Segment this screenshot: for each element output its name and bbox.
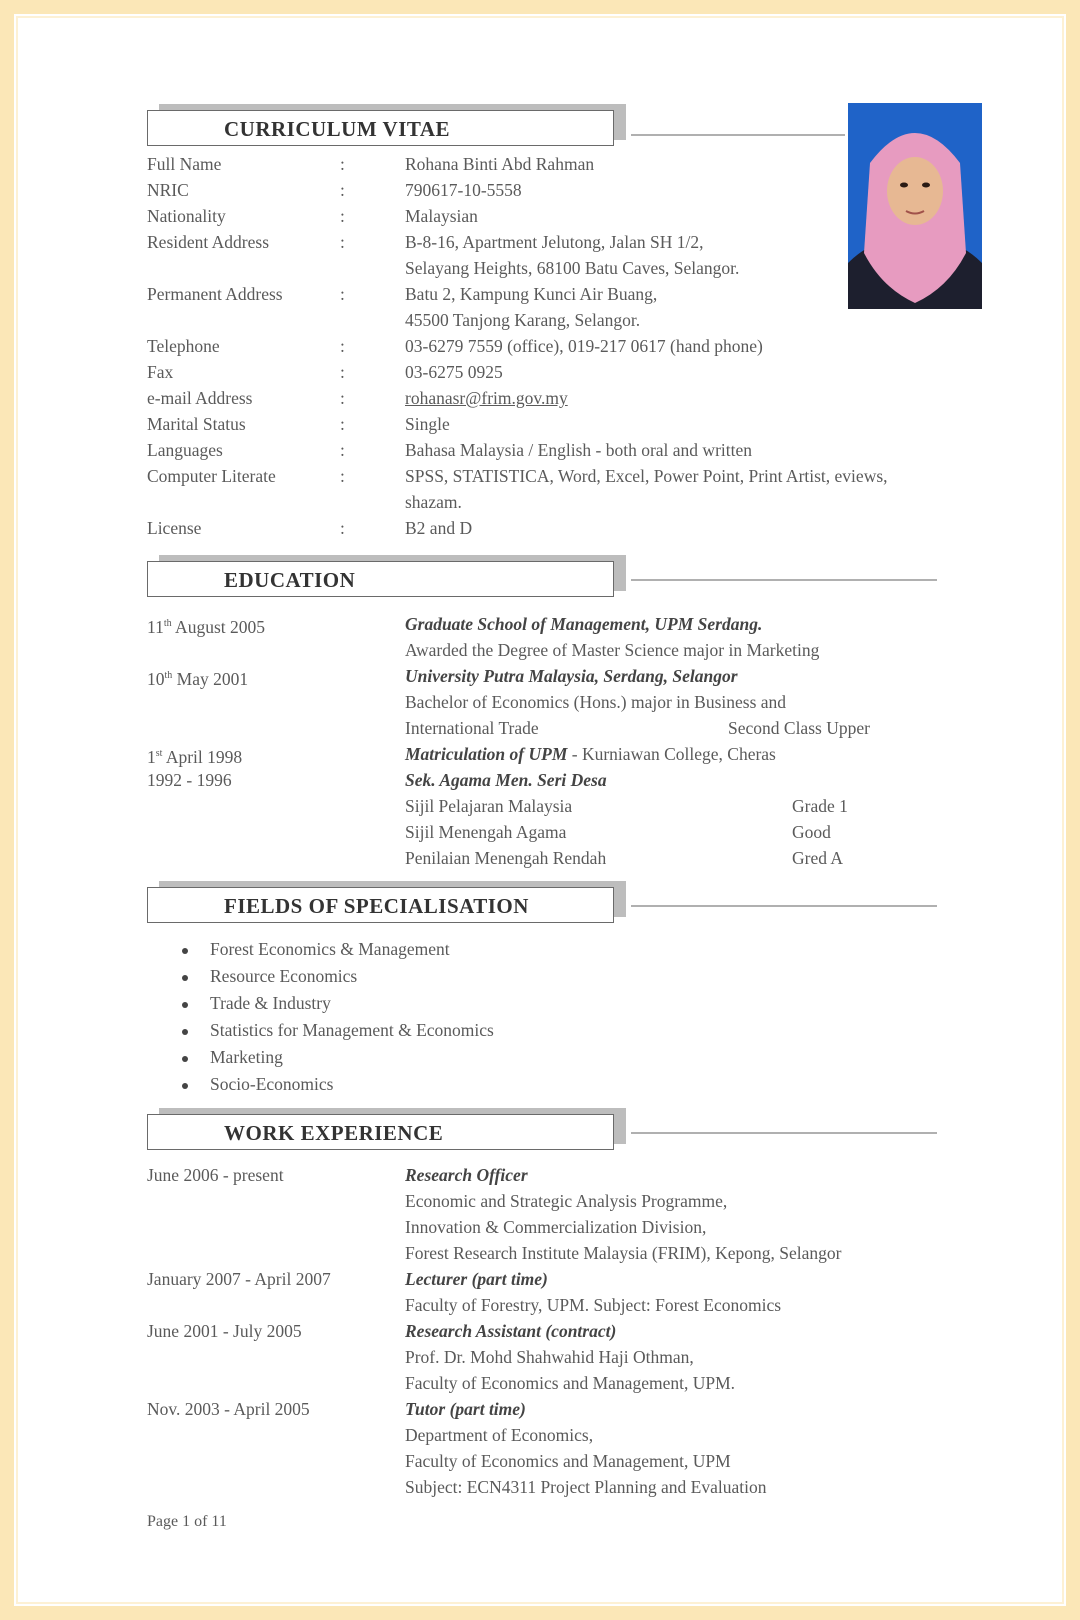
date-day: 10 bbox=[147, 668, 165, 689]
job-period: Nov. 2003 - April 2005 bbox=[147, 1399, 310, 1419]
value-marital-status: Single bbox=[405, 414, 450, 434]
value-resident-address-line2: Selayang Heights, 68100 Batu Caves, Selangor. bbox=[405, 258, 740, 278]
education-institution-line bbox=[405, 741, 776, 767]
exam-name: Sijil Pelajaran Malaysia bbox=[405, 796, 573, 816]
section-header-education bbox=[147, 561, 614, 597]
label-resident-address: Resident Address bbox=[147, 232, 270, 252]
specialisation-item: Marketing bbox=[210, 1047, 283, 1067]
education-institution: Graduate School of Management, UPM Serdang. bbox=[405, 614, 763, 634]
value-permanent-address: Batu 2, Kampung Kunci Air Buang, bbox=[405, 284, 658, 304]
date-day: 11 bbox=[147, 616, 164, 637]
job-detail: Economic and Strategic Analysis Programme, bbox=[405, 1191, 728, 1211]
value-resident-address: B-8-16, Apartment Jelutong, Jalan SH 1/2, bbox=[405, 232, 704, 252]
label-fax: Fax bbox=[147, 362, 174, 382]
job-detail: Department of Economics, bbox=[405, 1425, 594, 1445]
value-fax: 03-6275 0925 bbox=[405, 362, 503, 382]
exam-grade: Gred A bbox=[792, 848, 844, 868]
job-title: Research Assistant (contract) bbox=[405, 1321, 617, 1341]
education-institution: University Putra Malaysia, Serdang, Selangor bbox=[405, 666, 738, 686]
value-permanent-address-line2: 45500 Tanjong Karang, Selangor. bbox=[405, 310, 641, 330]
job-detail: Prof. Dr. Mohd Shahwahid Haji Othman, bbox=[405, 1347, 694, 1367]
portrait-image bbox=[848, 103, 982, 309]
label-full-name: Full Name bbox=[147, 154, 222, 174]
header-rule bbox=[631, 134, 845, 136]
colon: : bbox=[340, 206, 345, 226]
date-rest: August 2005 bbox=[171, 616, 265, 637]
header-rule bbox=[631, 579, 937, 581]
job-period: June 2006 - present bbox=[147, 1165, 284, 1185]
email-link[interactable]: rohanasr@frim.gov.my bbox=[405, 388, 568, 408]
date-rest: May 2001 bbox=[172, 668, 249, 689]
education-date bbox=[147, 611, 265, 640]
exam-name: Sijil Menengah Agama bbox=[405, 822, 567, 842]
colon: : bbox=[340, 362, 345, 382]
colon: : bbox=[340, 180, 345, 200]
exam-grade: Grade 1 bbox=[792, 796, 848, 816]
job-detail: Faculty of Economics and Management, UPM bbox=[405, 1451, 731, 1471]
label-marital-status: Marital Status bbox=[147, 414, 246, 434]
job-detail: Faculty of Forestry, UPM. Subject: Forest Economics bbox=[405, 1295, 782, 1315]
education-detail: International Trade bbox=[405, 718, 539, 738]
label-email: e-mail Address bbox=[147, 388, 253, 408]
education-detail: Awarded the Degree of Master Science major in Marketing bbox=[405, 640, 820, 660]
bullet-icon bbox=[182, 975, 188, 981]
section-header-fields bbox=[147, 887, 614, 923]
specialisation-item: Resource Economics bbox=[210, 966, 358, 986]
date-day: 1 bbox=[147, 746, 156, 767]
section-header-cv bbox=[147, 110, 614, 146]
value-computer-literate: SPSS, STATISTICA, Word, Excel, Power Point, Print Artist, eviews, bbox=[405, 466, 888, 486]
education-date bbox=[147, 741, 242, 770]
date-rest: April 1998 bbox=[162, 746, 243, 767]
job-detail: Forest Research Institute Malaysia (FRIM), Kepong, Selangor bbox=[405, 1243, 842, 1263]
colon: : bbox=[340, 284, 345, 304]
value-license: B2 and D bbox=[405, 518, 473, 538]
job-detail: Innovation & Commercialization Division, bbox=[405, 1217, 707, 1237]
label-languages: Languages bbox=[147, 440, 223, 460]
bullet-icon bbox=[182, 1002, 188, 1008]
job-period: January 2007 - April 2007 bbox=[147, 1269, 331, 1289]
profile-photo bbox=[848, 103, 982, 309]
specialisation-item: Forest Economics & Management bbox=[210, 939, 450, 959]
value-nationality: Malaysian bbox=[405, 206, 478, 226]
header-rule bbox=[631, 905, 937, 907]
bullet-icon bbox=[182, 948, 188, 954]
job-detail: Faculty of Economics and Management, UPM. bbox=[405, 1373, 736, 1393]
fields-heading: FIELDS OF SPECIALISATION bbox=[224, 894, 529, 918]
job-title: Research Officer bbox=[405, 1165, 528, 1185]
label-telephone: Telephone bbox=[147, 336, 220, 356]
specialisation-item: Socio-Economics bbox=[210, 1074, 334, 1094]
job-title: Tutor (part time) bbox=[405, 1399, 526, 1419]
job-title: Lecturer (part time) bbox=[405, 1269, 548, 1289]
value-computer-literate-line2: shazam. bbox=[405, 492, 462, 512]
date-suffix: st bbox=[155, 748, 163, 759]
specialisation-item: Statistics for Management & Economics bbox=[210, 1020, 494, 1040]
date-suffix: th bbox=[164, 670, 173, 681]
label-computer-literate: Computer Literate bbox=[147, 466, 276, 486]
header-rule bbox=[631, 1132, 937, 1134]
label-nationality: Nationality bbox=[147, 206, 226, 226]
page-number: Page 1 of 11 bbox=[147, 1513, 227, 1530]
date-suffix: th bbox=[163, 618, 172, 629]
exam-name: Penilaian Menengah Rendah bbox=[405, 848, 607, 868]
label-permanent-address: Permanent Address bbox=[147, 284, 283, 304]
job-period: June 2001 - July 2005 bbox=[147, 1321, 302, 1341]
section-header-work bbox=[147, 1114, 614, 1150]
cv-heading: CURRICULUM VITAE bbox=[224, 117, 450, 141]
education-class: Second Class Upper bbox=[728, 718, 870, 738]
colon: : bbox=[340, 336, 345, 356]
job-detail: Subject: ECN4311 Project Planning and Evaluation bbox=[405, 1477, 767, 1497]
value-full-name: Rohana Binti Abd Rahman bbox=[405, 154, 595, 174]
value-nric: 790617-10-5558 bbox=[405, 180, 522, 200]
work-heading: WORK EXPERIENCE bbox=[224, 1121, 444, 1145]
colon: : bbox=[340, 232, 345, 252]
colon: : bbox=[340, 440, 345, 460]
colon: : bbox=[340, 388, 345, 408]
colon: : bbox=[340, 518, 345, 538]
exam-grade: Good bbox=[792, 822, 831, 842]
colon: : bbox=[340, 466, 345, 486]
education-date: 1992 - 1996 bbox=[147, 770, 232, 790]
education-date bbox=[147, 663, 248, 692]
specialisation-item: Trade & Industry bbox=[210, 993, 331, 1013]
education-institution: Matriculation of UPM bbox=[405, 744, 568, 764]
label-license: License bbox=[147, 518, 202, 538]
education-detail: Bachelor of Economics (Hons.) major in Business and bbox=[405, 692, 787, 712]
education-institution: Sek. Agama Men. Seri Desa bbox=[405, 770, 607, 790]
education-institution-rest: - Kurniawan College, Cheras bbox=[567, 744, 776, 764]
header-box bbox=[147, 561, 614, 597]
value-telephone: 03-6279 7559 (office), 019-217 0617 (hand phone) bbox=[405, 336, 763, 356]
education-heading: EDUCATION bbox=[224, 568, 356, 592]
label-nric: NRIC bbox=[147, 180, 189, 200]
bullet-icon bbox=[182, 1056, 188, 1062]
colon: : bbox=[340, 414, 345, 434]
bullet-icon bbox=[182, 1083, 188, 1089]
value-languages: Bahasa Malaysia / English - both oral and written bbox=[405, 440, 753, 460]
bullet-icon bbox=[182, 1029, 188, 1035]
colon: : bbox=[340, 154, 345, 174]
